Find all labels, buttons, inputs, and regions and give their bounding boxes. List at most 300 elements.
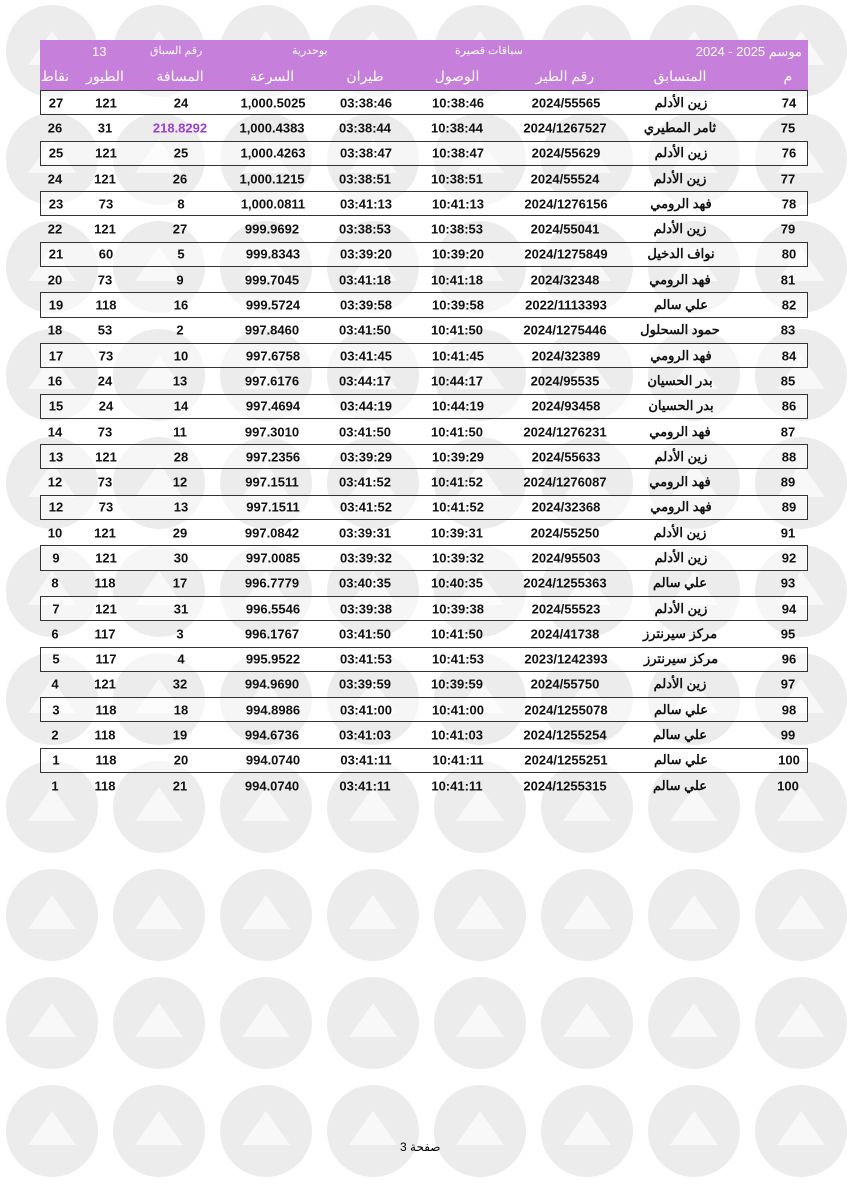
cell-speed: 997.1511 bbox=[245, 474, 299, 490]
cell-ring: 2024/55565 bbox=[531, 95, 601, 111]
cell-points: 19 bbox=[48, 297, 64, 313]
cell-m: 99 bbox=[780, 727, 796, 743]
table-row bbox=[40, 722, 808, 747]
cell-name: علي سالم bbox=[654, 752, 708, 768]
club-logo-watermark bbox=[113, 869, 205, 961]
cell-speed: 1,000.5025 bbox=[240, 95, 306, 111]
cell-speed: 995.9522 bbox=[245, 651, 301, 667]
cell-speed: 994.6736 bbox=[244, 727, 300, 743]
cell-name: فهد الرومي bbox=[649, 271, 711, 287]
cell-ring: 2024/32368 bbox=[531, 499, 601, 515]
cell-points: 15 bbox=[48, 398, 64, 414]
table-row bbox=[40, 90, 808, 115]
cell-distance: 28 bbox=[173, 449, 189, 465]
cell-points: 8 bbox=[51, 575, 59, 591]
cell-flight: 03:39:20 bbox=[339, 246, 393, 262]
cell-speed: 997.3010 bbox=[244, 424, 300, 439]
cell-name: ثامر المطيري bbox=[643, 119, 717, 135]
cell-points: 25 bbox=[48, 145, 64, 161]
cell-birds: 121 bbox=[94, 221, 116, 237]
cell-m: 76 bbox=[781, 145, 797, 161]
cell-flight: 03:41:50 bbox=[338, 322, 392, 338]
cell-speed: 1,000.1215 bbox=[239, 171, 305, 187]
cell-m: 82 bbox=[781, 297, 797, 313]
cell-m: 92 bbox=[781, 550, 797, 566]
club-logo-watermark bbox=[755, 869, 847, 961]
cell-name: فهد الرومي bbox=[650, 499, 712, 515]
cell-birds: 121 bbox=[94, 525, 116, 541]
cell-m: 78 bbox=[781, 196, 797, 212]
cell-birds: 73 bbox=[98, 499, 114, 515]
cell-points: 17 bbox=[48, 348, 64, 364]
cell-distance: 29 bbox=[172, 525, 188, 541]
cell-ring: 2024/1276156 bbox=[524, 196, 608, 212]
col-name: المتسابق bbox=[653, 68, 707, 84]
cell-distance: 9 bbox=[176, 272, 184, 288]
table-row bbox=[40, 292, 808, 317]
table-row bbox=[40, 343, 808, 368]
table-row bbox=[40, 444, 808, 469]
cell-ring: 2024/32348 bbox=[530, 272, 600, 288]
cell-birds: 118 bbox=[94, 778, 116, 794]
cell-ring: 2024/41738 bbox=[530, 626, 600, 642]
race-number: 13 bbox=[92, 44, 107, 59]
cell-distance: 13 bbox=[173, 499, 189, 515]
cell-distance: 24 bbox=[173, 95, 189, 111]
cell-ring: 2024/1255078 bbox=[524, 702, 608, 718]
cell-points: 7 bbox=[52, 601, 60, 617]
cell-birds: 73 bbox=[98, 196, 114, 212]
cell-name: زين الأدلم bbox=[654, 448, 708, 464]
table-row bbox=[40, 520, 808, 545]
cell-distance: 18 bbox=[173, 702, 189, 718]
cell-flight: 03:41:52 bbox=[338, 474, 392, 490]
location-label: بوحدرية bbox=[292, 45, 328, 57]
cell-distance: 27 bbox=[172, 221, 188, 237]
cell-speed: 997.2356 bbox=[245, 449, 301, 465]
table-row bbox=[40, 773, 808, 798]
table-row bbox=[40, 596, 808, 621]
cell-distance: 21 bbox=[172, 778, 188, 794]
cell-speed: 997.0085 bbox=[245, 550, 301, 566]
cell-arrival: 10:41:00 bbox=[431, 702, 485, 718]
table-row bbox=[40, 469, 808, 494]
table-row bbox=[40, 672, 808, 697]
cell-arrival: 10:39:29 bbox=[431, 449, 485, 465]
cell-birds: 53 bbox=[97, 322, 113, 338]
table-row bbox=[40, 697, 808, 722]
cell-name: زين الأدلم bbox=[653, 524, 707, 540]
table-row bbox=[40, 115, 808, 140]
cell-arrival: 10:39:58 bbox=[431, 297, 485, 313]
cell-birds: 73 bbox=[98, 348, 114, 364]
club-logo-watermark bbox=[327, 869, 419, 961]
cell-arrival: 10:41:50 bbox=[430, 626, 484, 642]
season-label: موسم 2025 - 2024 bbox=[695, 44, 802, 59]
cell-name: زين الأدلم bbox=[653, 676, 707, 692]
club-logo-watermark bbox=[220, 869, 312, 961]
cell-distance: 13 bbox=[172, 373, 188, 389]
cell-arrival: 10:39:20 bbox=[431, 246, 485, 262]
cell-name: زين الأدلم bbox=[653, 170, 707, 186]
cell-birds: 121 bbox=[95, 145, 117, 161]
club-logo-watermark bbox=[755, 977, 847, 1069]
cell-points: 12 bbox=[47, 474, 63, 490]
cell-birds: 118 bbox=[94, 575, 116, 591]
cell-distance: 4 bbox=[177, 651, 185, 667]
cell-m: 86 bbox=[781, 398, 797, 414]
cell-speed: 999.9692 bbox=[244, 221, 300, 237]
table-row bbox=[40, 191, 808, 216]
cell-distance: 8 bbox=[177, 196, 185, 212]
cell-name: زين الأدلم bbox=[654, 549, 708, 565]
page-number: صفحة 3 bbox=[400, 1140, 441, 1154]
cell-birds: 121 bbox=[95, 95, 117, 111]
col-m: م bbox=[783, 68, 793, 84]
cell-points: 12 bbox=[48, 499, 64, 515]
cell-distance: 20 bbox=[173, 752, 189, 768]
cell-arrival: 10:39:59 bbox=[430, 676, 484, 692]
cell-arrival: 10:38:44 bbox=[430, 120, 484, 136]
cell-points: 9 bbox=[52, 550, 60, 566]
cell-ring: 2024/1276231 bbox=[523, 424, 607, 439]
table-row bbox=[40, 368, 808, 393]
col-arrival: الوصول bbox=[434, 68, 480, 84]
cell-name: نواف الدخيل bbox=[647, 246, 715, 262]
cell-flight: 03:41:18 bbox=[338, 272, 392, 288]
cell-points: 5 bbox=[52, 651, 60, 667]
cell-distance: 19 bbox=[172, 727, 188, 743]
cell-flight: 03:41:50 bbox=[338, 424, 392, 439]
cell-points: 23 bbox=[48, 196, 64, 212]
cell-speed: 997.0842 bbox=[244, 525, 300, 541]
col-speed: السرعة bbox=[249, 68, 295, 84]
cell-points: 6 bbox=[51, 626, 59, 642]
cell-ring: 2024/93458 bbox=[531, 398, 601, 414]
table-row bbox=[40, 318, 808, 343]
cell-ring: 2022/1113393 bbox=[525, 297, 607, 313]
cell-m: 85 bbox=[780, 373, 796, 389]
cell-speed: 999.8343 bbox=[245, 246, 301, 262]
table-row bbox=[40, 419, 808, 444]
cell-arrival: 10:38:53 bbox=[430, 221, 484, 237]
cell-points: 14 bbox=[47, 424, 63, 439]
cell-ring: 2024/55750 bbox=[530, 676, 600, 692]
cell-arrival: 10:41:11 bbox=[432, 752, 484, 768]
cell-name: مركز سيرنترز bbox=[643, 651, 719, 667]
cell-arrival: 10:44:19 bbox=[431, 398, 485, 414]
cell-speed: 994.9690 bbox=[244, 676, 300, 692]
cell-ring: 2024/32389 bbox=[531, 348, 601, 364]
cell-flight: 03:39:58 bbox=[339, 297, 393, 313]
club-logo-watermark bbox=[434, 977, 526, 1069]
cell-points: 27 bbox=[48, 95, 64, 111]
cell-distance: 2 bbox=[176, 322, 184, 338]
cell-birds: 118 bbox=[95, 752, 117, 768]
club-logo-watermark bbox=[327, 977, 419, 1069]
cell-m: 88 bbox=[781, 449, 797, 465]
cell-name: فهد الرومي bbox=[650, 195, 712, 211]
cell-m: 77 bbox=[780, 171, 796, 187]
table-row bbox=[40, 394, 808, 419]
cell-speed: 1,000.0811 bbox=[240, 196, 306, 212]
cell-flight: 03:41:50 bbox=[338, 626, 392, 642]
cell-m: 93 bbox=[780, 575, 796, 591]
cell-m: 100 bbox=[777, 778, 799, 794]
club-logo-watermark bbox=[648, 1085, 740, 1177]
cell-distance: 16 bbox=[173, 297, 189, 313]
cell-flight: 03:38:47 bbox=[339, 145, 393, 161]
cell-name: فهد الرومي bbox=[649, 474, 711, 490]
cell-arrival: 10:41:45 bbox=[431, 348, 485, 364]
club-logo-watermark bbox=[541, 977, 633, 1069]
col-birds: الطيور bbox=[86, 68, 124, 84]
cell-flight: 03:39:31 bbox=[338, 525, 392, 541]
cell-flight: 03:41:03 bbox=[338, 727, 392, 743]
cell-flight: 03:41:11 bbox=[339, 778, 391, 794]
club-logo-watermark bbox=[327, 1085, 419, 1177]
cell-ring: 2024/55041 bbox=[530, 221, 600, 237]
cell-m: 84 bbox=[781, 348, 797, 364]
cell-birds: 24 bbox=[97, 373, 113, 389]
cell-flight: 03:38:46 bbox=[339, 95, 393, 111]
cell-ring: 2024/1276087 bbox=[523, 474, 607, 490]
cell-ring: 2024/1267527 bbox=[523, 120, 607, 136]
cell-birds: 121 bbox=[94, 676, 116, 692]
table-body bbox=[40, 90, 808, 798]
cell-flight: 03:41:00 bbox=[339, 702, 393, 718]
cell-m: 79 bbox=[780, 221, 796, 237]
cell-distance: 17 bbox=[172, 575, 188, 591]
cell-ring: 2024/55629 bbox=[531, 145, 601, 161]
cell-ring: 2024/55524 bbox=[530, 171, 600, 187]
cell-birds: 73 bbox=[97, 272, 113, 288]
cell-speed: 997.8460 bbox=[244, 322, 300, 338]
cell-ring: 2024/1255254 bbox=[523, 727, 607, 743]
table-row bbox=[40, 647, 808, 672]
cell-name: علي سالم bbox=[653, 575, 707, 591]
table-row bbox=[40, 267, 808, 292]
cell-birds: 60 bbox=[98, 246, 114, 262]
cell-ring: 2023/1242393 bbox=[524, 651, 608, 667]
cell-m: 94 bbox=[781, 601, 797, 617]
cell-points: 1 bbox=[52, 752, 60, 768]
cell-birds: 31 bbox=[97, 120, 113, 136]
cell-flight: 03:41:13 bbox=[339, 196, 393, 212]
club-logo-watermark bbox=[541, 869, 633, 961]
cell-birds: 117 bbox=[94, 626, 116, 642]
cell-m: 89 bbox=[780, 474, 796, 490]
cell-distance: 3 bbox=[176, 626, 184, 642]
cell-ring: 2024/1275849 bbox=[524, 246, 608, 262]
cell-distance: 5 bbox=[177, 246, 185, 262]
cell-arrival: 10:39:32 bbox=[431, 550, 485, 566]
cell-points: 16 bbox=[47, 373, 63, 389]
category-label: سباقات قصيرة bbox=[455, 45, 523, 57]
table-row bbox=[40, 748, 808, 773]
cell-birds: 121 bbox=[95, 449, 117, 465]
cell-distance: 32 bbox=[172, 676, 188, 692]
cell-distance: 12 bbox=[172, 474, 188, 490]
table-row bbox=[40, 495, 808, 520]
col-distance: المسافة bbox=[156, 68, 204, 84]
cell-speed: 996.1767 bbox=[244, 626, 300, 642]
table-row bbox=[40, 545, 808, 570]
table-row bbox=[40, 166, 808, 191]
col-points: نقاط bbox=[40, 68, 70, 84]
cell-arrival: 10:38:47 bbox=[431, 145, 485, 161]
cell-name: علي سالم bbox=[654, 297, 708, 313]
cell-speed: 999.5724 bbox=[245, 297, 301, 313]
cell-distance: 31 bbox=[173, 601, 189, 617]
cell-name: علي سالم bbox=[653, 777, 707, 793]
cell-name: علي سالم bbox=[654, 701, 708, 717]
cell-arrival: 10:41:11 bbox=[431, 778, 483, 794]
cell-birds: 73 bbox=[97, 474, 113, 490]
cell-arrival: 10:38:46 bbox=[431, 95, 485, 111]
cell-points: 18 bbox=[47, 322, 63, 338]
cell-m: 91 bbox=[780, 525, 796, 541]
cell-speed: 999.7045 bbox=[244, 272, 300, 288]
cell-ring: 2024/1255363 bbox=[523, 575, 607, 591]
cell-m: 100 bbox=[778, 752, 800, 768]
cell-arrival: 10:41:13 bbox=[431, 196, 485, 212]
cell-speed: 1,000.4263 bbox=[240, 145, 306, 161]
cell-speed: 994.0740 bbox=[245, 752, 301, 768]
cell-speed: 996.5546 bbox=[245, 601, 301, 617]
cell-m: 95 bbox=[780, 626, 796, 642]
cell-name: فهد الرومي bbox=[650, 347, 712, 363]
cell-name: زين الأدلم bbox=[653, 221, 707, 237]
cell-flight: 03:41:53 bbox=[339, 651, 393, 667]
cell-birds: 117 bbox=[95, 651, 117, 667]
cell-flight: 03:38:44 bbox=[338, 120, 392, 136]
cell-arrival: 10:44:17 bbox=[430, 373, 484, 389]
cell-flight: 03:40:35 bbox=[338, 575, 392, 591]
cell-ring: 2024/95535 bbox=[530, 373, 600, 389]
cell-birds: 118 bbox=[94, 727, 116, 743]
cell-flight: 03:39:29 bbox=[339, 449, 393, 465]
club-logo-watermark bbox=[434, 1085, 526, 1177]
col-flight: طيران bbox=[346, 68, 384, 84]
club-logo-watermark bbox=[755, 1085, 847, 1177]
cell-birds: 73 bbox=[97, 424, 113, 439]
cell-flight: 03:41:45 bbox=[339, 348, 393, 364]
cell-birds: 121 bbox=[94, 171, 116, 187]
cell-points: 21 bbox=[48, 246, 64, 262]
cell-name: فهد الرومي bbox=[649, 423, 711, 439]
cell-arrival: 10:41:52 bbox=[430, 474, 484, 490]
cell-ring: 2024/1255315 bbox=[523, 778, 607, 794]
club-logo-watermark bbox=[541, 1085, 633, 1177]
cell-birds: 121 bbox=[95, 550, 117, 566]
cell-ring: 2024/55523 bbox=[531, 601, 601, 617]
cell-speed: 1,000.4383 bbox=[239, 120, 305, 136]
cell-name: علي سالم bbox=[653, 727, 707, 743]
club-logo-watermark bbox=[648, 869, 740, 961]
cell-name: بدر الحسيان bbox=[648, 398, 714, 414]
cell-m: 98 bbox=[781, 702, 797, 718]
table-row bbox=[40, 621, 808, 646]
cell-flight: 03:41:52 bbox=[339, 499, 393, 515]
cell-arrival: 10:41:50 bbox=[430, 322, 484, 338]
cell-points: 2 bbox=[51, 727, 59, 743]
cell-distance: 218.8292 bbox=[152, 120, 208, 136]
cell-points: 26 bbox=[47, 120, 63, 136]
cell-flight: 03:41:11 bbox=[340, 752, 392, 768]
cell-points: 13 bbox=[48, 449, 64, 465]
table-row bbox=[40, 242, 808, 267]
cell-flight: 03:39:32 bbox=[339, 550, 393, 566]
table-row bbox=[40, 141, 808, 166]
cell-arrival: 10:39:38 bbox=[431, 601, 485, 617]
cell-arrival: 10:41:52 bbox=[431, 499, 485, 515]
cell-m: 74 bbox=[781, 95, 797, 111]
cell-ring: 2024/1255251 bbox=[524, 752, 608, 768]
cell-arrival: 10:40:35 bbox=[430, 575, 484, 591]
cell-distance: 30 bbox=[173, 550, 189, 566]
cell-flight: 03:44:19 bbox=[339, 398, 393, 414]
cell-name: حمود السحلول bbox=[640, 322, 720, 338]
club-logo-watermark bbox=[220, 1085, 312, 1177]
cell-ring: 2024/1275446 bbox=[523, 322, 607, 338]
club-logo-watermark bbox=[220, 977, 312, 1069]
cell-m: 80 bbox=[781, 246, 797, 262]
cell-birds: 118 bbox=[95, 702, 117, 718]
cell-ring: 2024/55633 bbox=[531, 449, 601, 465]
cell-arrival: 10:39:31 bbox=[430, 525, 484, 541]
cell-name: زين الأدلم bbox=[654, 94, 708, 110]
cell-arrival: 10:41:53 bbox=[431, 651, 485, 667]
cell-m: 75 bbox=[780, 120, 796, 136]
cell-speed: 997.4694 bbox=[245, 398, 301, 414]
cell-name: بدر الحسيان bbox=[647, 372, 713, 388]
cell-speed: 996.7779 bbox=[244, 575, 300, 591]
cell-name: زين الأدلم bbox=[654, 600, 708, 616]
col-ring: رقم الطير bbox=[535, 68, 595, 84]
cell-flight: 03:44:17 bbox=[338, 373, 392, 389]
cell-m: 96 bbox=[781, 651, 797, 667]
cell-speed: 997.1511 bbox=[246, 499, 300, 515]
cell-m: 87 bbox=[780, 424, 796, 439]
cell-birds: 121 bbox=[95, 601, 117, 617]
race-number-label: رقم السباق bbox=[150, 45, 203, 57]
cell-name: زين الأدلم bbox=[654, 145, 708, 161]
club-logo-watermark bbox=[434, 869, 526, 961]
cell-speed: 994.0740 bbox=[244, 778, 300, 794]
cell-points: 1 bbox=[51, 778, 59, 794]
cell-points: 10 bbox=[47, 525, 63, 541]
cell-speed: 994.8986 bbox=[245, 702, 301, 718]
cell-arrival: 10:38:51 bbox=[430, 171, 484, 187]
table-header bbox=[40, 40, 808, 90]
cell-ring: 2024/95503 bbox=[531, 550, 601, 566]
cell-m: 89 bbox=[781, 499, 797, 515]
club-logo-watermark bbox=[6, 977, 98, 1069]
club-logo-watermark bbox=[6, 1085, 98, 1177]
cell-arrival: 10:41:18 bbox=[430, 272, 484, 288]
cell-speed: 997.6758 bbox=[245, 348, 301, 364]
table-row bbox=[40, 216, 808, 241]
table-row bbox=[40, 571, 808, 596]
cell-speed: 997.6176 bbox=[244, 373, 300, 389]
club-logo-watermark bbox=[113, 1085, 205, 1177]
cell-name: مركز سيرنترز bbox=[642, 625, 718, 641]
cell-m: 83 bbox=[780, 322, 796, 338]
cell-points: 24 bbox=[47, 171, 63, 187]
cell-flight: 03:38:51 bbox=[338, 171, 392, 187]
cell-ring: 2024/55250 bbox=[530, 525, 600, 541]
